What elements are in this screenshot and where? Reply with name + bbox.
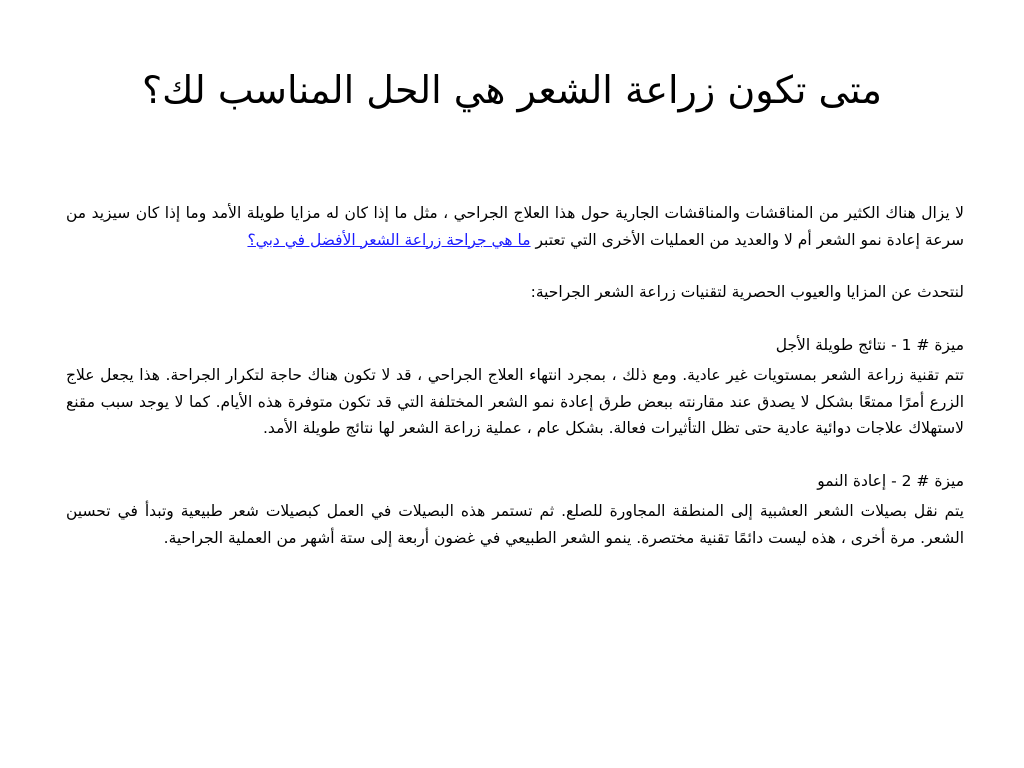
section-body: تتم تقنية زراعة الشعر بمستويات غير عادية. ومع ذلك ، بمجرد انتهاء العلاج الجراحي ، قد لا تكون هناك حاجة لتكرار الجراحة. هذا يجعل علاج الزرع أمرًا ممتعًا بشكل لا يصدق عند مقارنته ببعض طرق إعادة نمو الشعر المختلفة التي قد تكون متوفرة هذه الأيام. كما لا يوجد سبب مقنع لاستهلاك علاجات دوائية عادية حتى تظل التأثيرات فعالة. بشكل عام ، عملية زراعة الشعر لها نتائج طويلة الأمد. xyxy=(66,366,964,437)
spacer xyxy=(66,442,964,468)
section-heading: ميزة # 2 - إعادة النمو xyxy=(817,471,964,490)
intro-text: لا يزال هناك الكثير من المناقشات والمناقشات الجارية حول هذا العلاج الجراحي ، مثل ما إذا كان له مزايا طويلة الأمد وما إذا كان سيزيد من سرعة إعادة نمو الشعر أم لا والعديد من العمليات الأخرى التي تعتبر xyxy=(66,204,964,249)
section-heading: ميزة # 1 - نتائج طويلة الأجل xyxy=(775,335,964,354)
spacer xyxy=(66,253,964,279)
spacer xyxy=(66,306,964,332)
best-hair-transplant-dubai-link[interactable]: ما هي جراحة زراعة الشعر الأفضل في دبي؟ xyxy=(247,230,531,249)
section-body: يتم نقل بصيلات الشعر العشبية إلى المنطقة المجاورة للصلع. ثم تستمر هذه البصيلات في العمل كبصيلات شعر طبيعية وتبدأ في تحسين الشعر. مرة أخرى ، هذه ليست دائمًا تقنية مختصرة. ينمو الشعر الطبيعي في غضون أربعة إلى ستة أشهر من العملية الجراحية. xyxy=(66,502,964,547)
intro-paragraph xyxy=(66,200,964,253)
slide-title: متى تكون زراعة الشعر هي الحل المناسب لك؟ xyxy=(141,68,883,112)
slide-content xyxy=(66,200,964,551)
lead-paragraph: لنتحدث عن المزايا والعيوب الحصرية لتقنيات زراعة الشعر الجراحية: xyxy=(530,283,964,301)
